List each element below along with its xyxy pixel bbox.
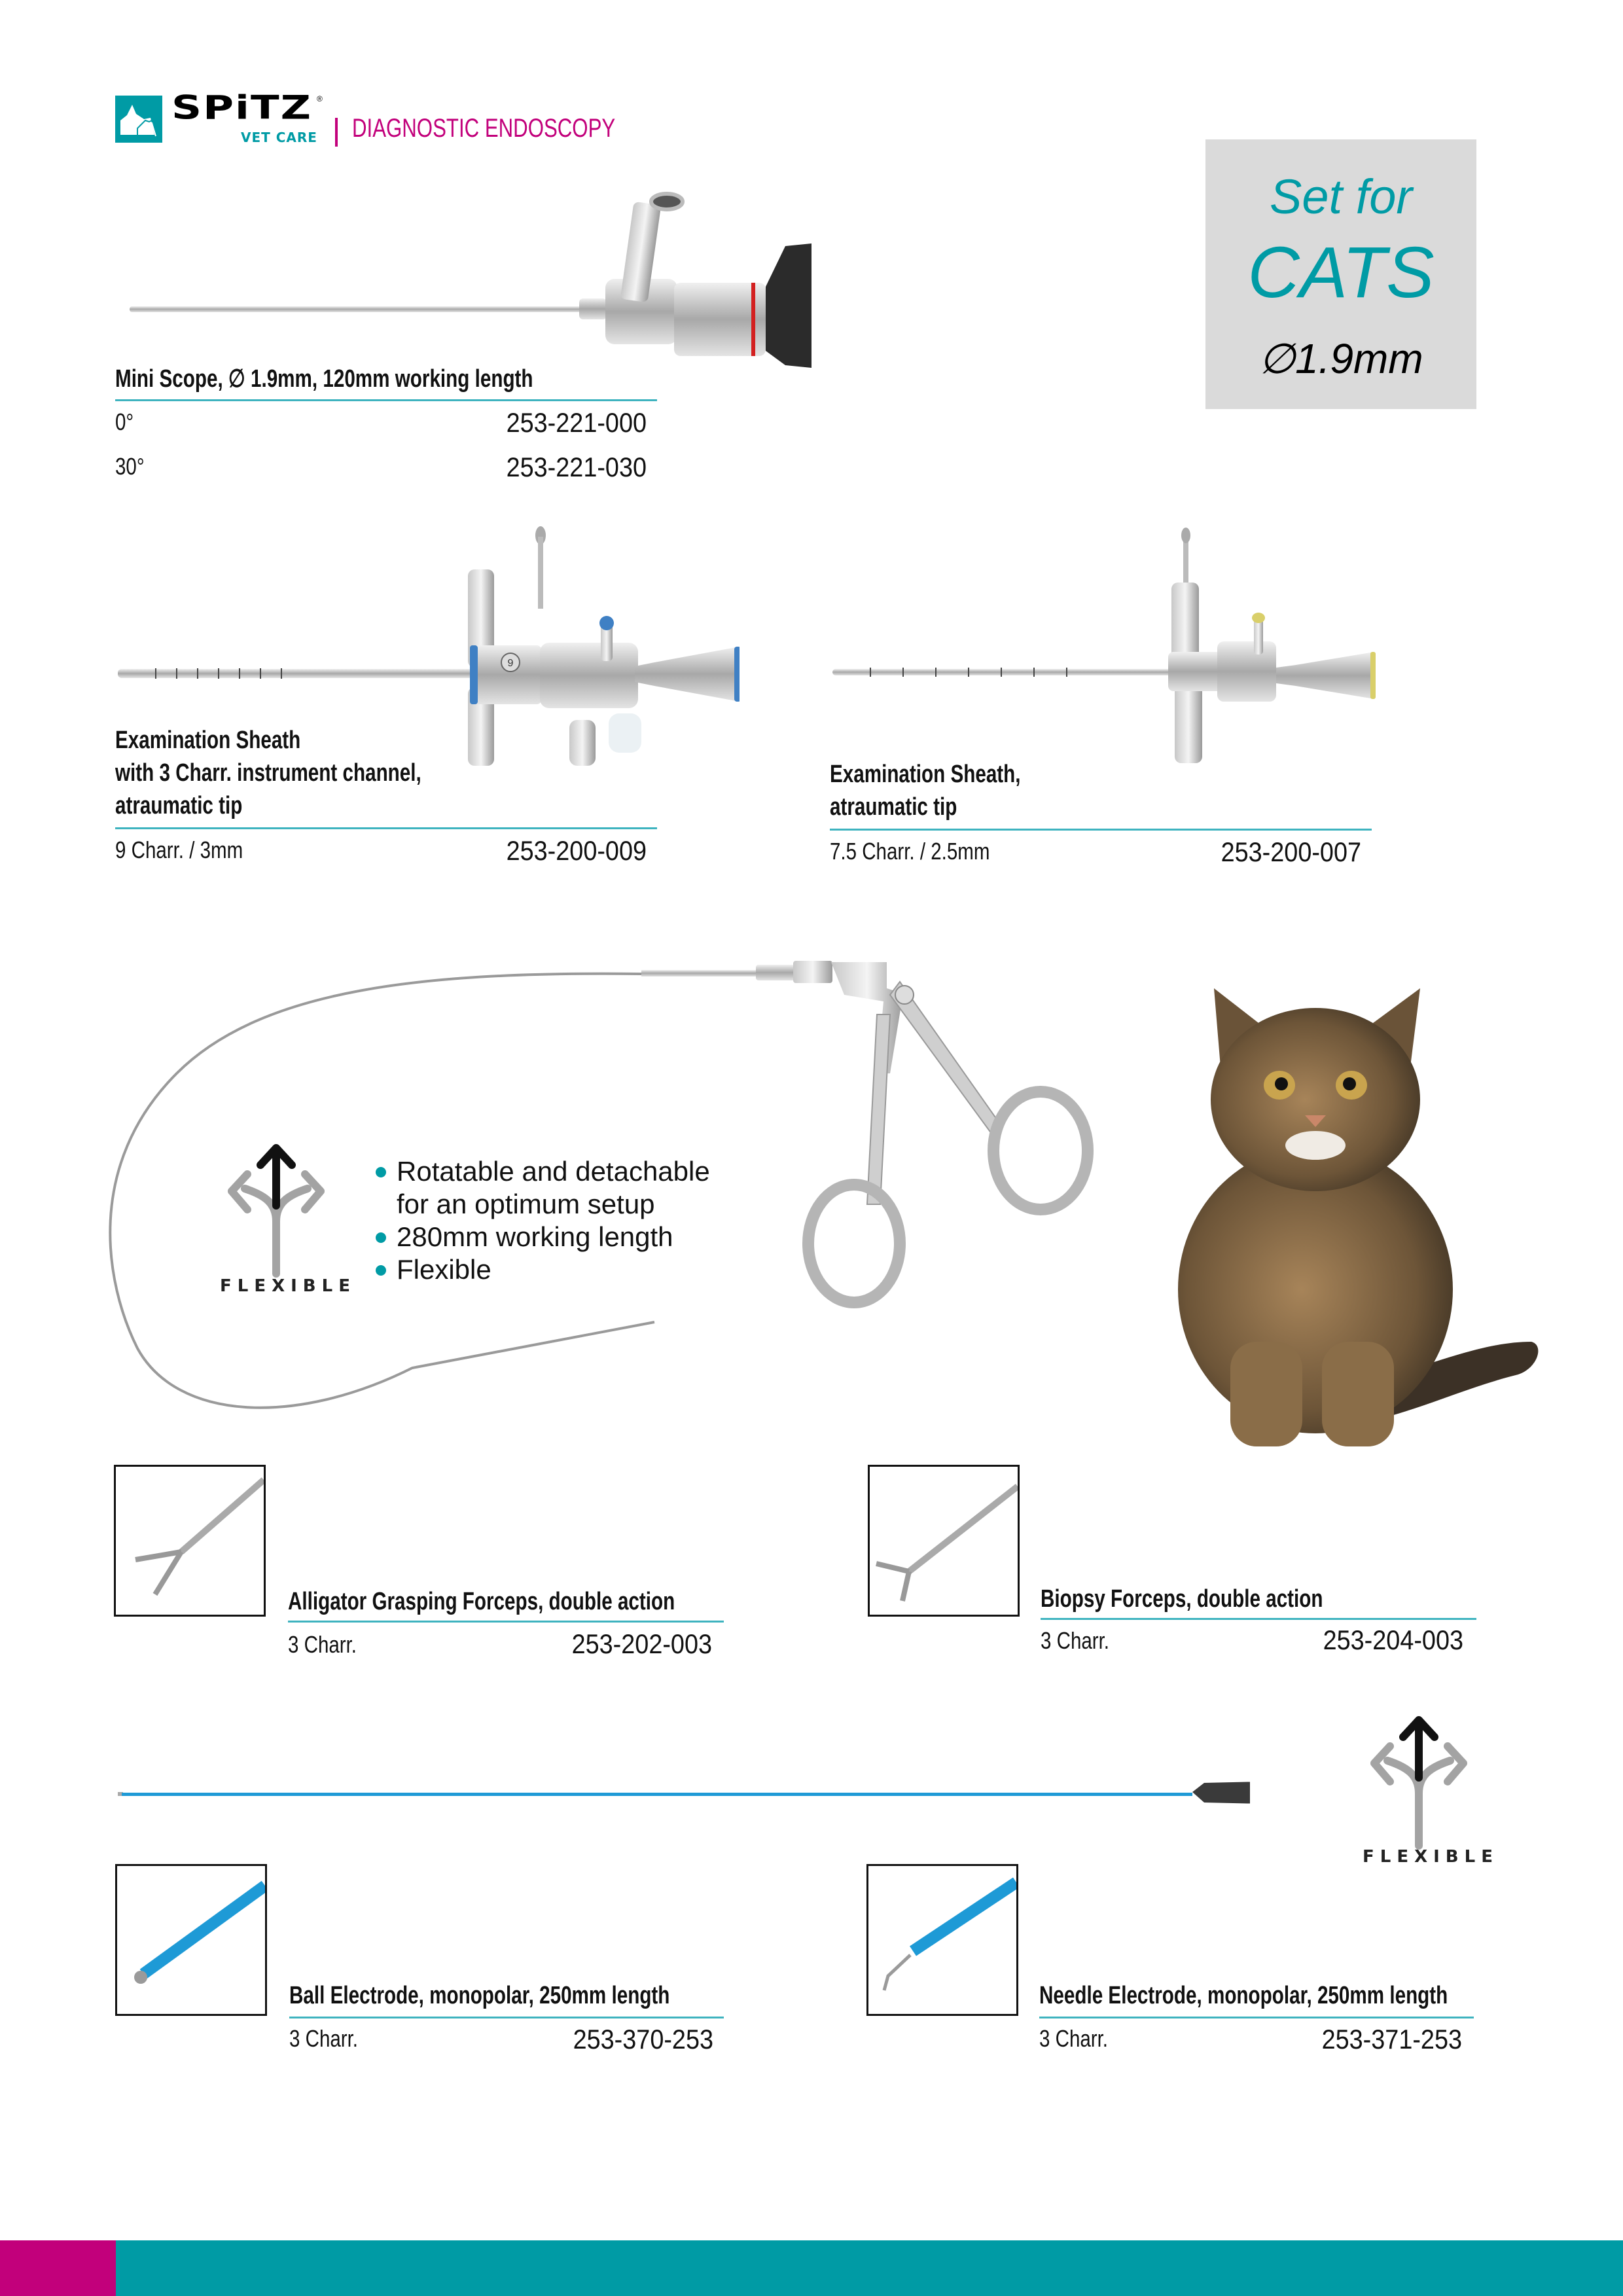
- product-spec: 7.5 Charr. / 2.5mm: [830, 838, 990, 865]
- product-name-biopsy: Biopsy Forceps, double action: [1041, 1585, 1323, 1613]
- ball-electrode-tip-image: [117, 1866, 265, 2014]
- feature-item: [374, 1155, 710, 1188]
- registered-mark: ®: [317, 94, 323, 103]
- product-code[interactable]: 253-204-003: [1323, 1624, 1463, 1655]
- footer-bar-teal: [116, 2240, 1623, 2296]
- divider-rule: [830, 829, 1372, 831]
- set-box-line1: Set for: [1270, 170, 1412, 224]
- flexible-label: FLEXIBLE: [220, 1276, 356, 1296]
- product-code[interactable]: 253-200-009: [506, 835, 647, 866]
- feature-text: Flexible: [397, 1254, 491, 1285]
- product-name-line: with 3 Charr. instrument channel,: [115, 759, 421, 787]
- feature-text: 280mm working length: [397, 1221, 673, 1252]
- divider-rule: [1039, 2017, 1474, 2018]
- electrode-image: [111, 1767, 1250, 1813]
- divider-rule: [289, 2017, 724, 2018]
- product-name-sheath-9: [115, 724, 421, 822]
- product-name-needle-electrode: Needle Electrode, monopolar, 250mm length: [1039, 1982, 1448, 2009]
- product-spec: 3 Charr.: [1041, 1627, 1110, 1654]
- dog-cat-silhouette-icon: [115, 96, 162, 143]
- divider-rule: [115, 827, 657, 829]
- product-code[interactable]: 253-221-000: [506, 407, 647, 438]
- biopsy-jaw-image: [870, 1467, 1018, 1615]
- product-code[interactable]: 253-202-003: [571, 1628, 712, 1659]
- alligator-jaw-image: [116, 1467, 264, 1615]
- examination-sheath-75-image: [825, 524, 1387, 785]
- feature-item: [374, 1221, 710, 1253]
- brand-wordmark: SPiTZ: [171, 89, 312, 127]
- biopsy-forceps-thumbnail: [868, 1465, 1020, 1617]
- divider-rule: [1041, 1618, 1476, 1620]
- forceps-feature-list: [374, 1155, 710, 1286]
- ball-electrode-thumbnail: [115, 1864, 267, 2016]
- needle-electrode-tip-image: [868, 1866, 1016, 2014]
- variant-spec: 0°: [115, 408, 134, 435]
- flexible-arrows-icon: [219, 1143, 336, 1280]
- feature-item: [374, 1253, 710, 1286]
- product-name-line: Examination Sheath,: [830, 761, 1021, 788]
- product-code[interactable]: 253-200-007: [1221, 836, 1361, 867]
- set-box-diameter: ∅1.9mm: [1258, 335, 1423, 382]
- section-title: DIAGNOSTIC ENDOSCOPY: [352, 114, 616, 143]
- needle-electrode-thumbnail: [866, 1864, 1018, 2016]
- tabby-cat-photo: [1152, 975, 1558, 1460]
- bullet-dot-icon: [376, 1167, 386, 1177]
- product-code[interactable]: 253-221-030: [506, 452, 647, 482]
- product-spec: 9 Charr. / 3mm: [115, 836, 243, 863]
- alligator-forceps-thumbnail: [114, 1465, 266, 1617]
- feature-item-continued: [374, 1188, 710, 1221]
- feature-text: Rotatable and detachable: [397, 1156, 710, 1187]
- product-code[interactable]: 253-370-253: [573, 2024, 713, 2054]
- set-for-cats-box: [1205, 139, 1476, 409]
- mini-scope-image: [124, 183, 818, 373]
- product-spec: 3 Charr.: [288, 1631, 357, 1658]
- product-name-mini-scope: Mini Scope, ∅ 1.9mm, 120mm working length: [115, 365, 533, 393]
- set-box-line2: CATS: [1247, 232, 1435, 313]
- product-name-alligator: Alligator Grasping Forceps, double action: [288, 1588, 675, 1615]
- product-name-line: atraumatic tip: [115, 792, 243, 819]
- footer-bar-magenta: [0, 2240, 116, 2296]
- product-name-line: atraumatic tip: [830, 793, 957, 821]
- bullet-dot-icon: [376, 1265, 386, 1276]
- feature-text: for an optimum setup: [397, 1189, 655, 1219]
- brand-logo-icon: [115, 96, 162, 143]
- sheath-engraving: 9: [507, 658, 514, 669]
- product-code[interactable]: 253-371-253: [1321, 2024, 1462, 2054]
- product-spec: 3 Charr.: [1039, 2025, 1109, 2052]
- divider-rule: [115, 399, 657, 401]
- brand-subtitle: VET CARE: [241, 130, 317, 145]
- bullet-dot-icon: [376, 1232, 386, 1243]
- flexible-label: FLEXIBLE: [1363, 1847, 1499, 1867]
- product-name-ball-electrode: Ball Electrode, monopolar, 250mm length: [289, 1982, 670, 2009]
- divider-rule: [288, 1621, 724, 1623]
- variant-spec: 30°: [115, 453, 145, 480]
- product-spec: 3 Charr.: [289, 2025, 359, 2052]
- product-name-sheath-75: [830, 758, 1021, 823]
- product-name-line: Examination Sheath: [115, 726, 301, 754]
- header-divider: [335, 118, 338, 147]
- flexible-arrows-icon: [1361, 1715, 1479, 1852]
